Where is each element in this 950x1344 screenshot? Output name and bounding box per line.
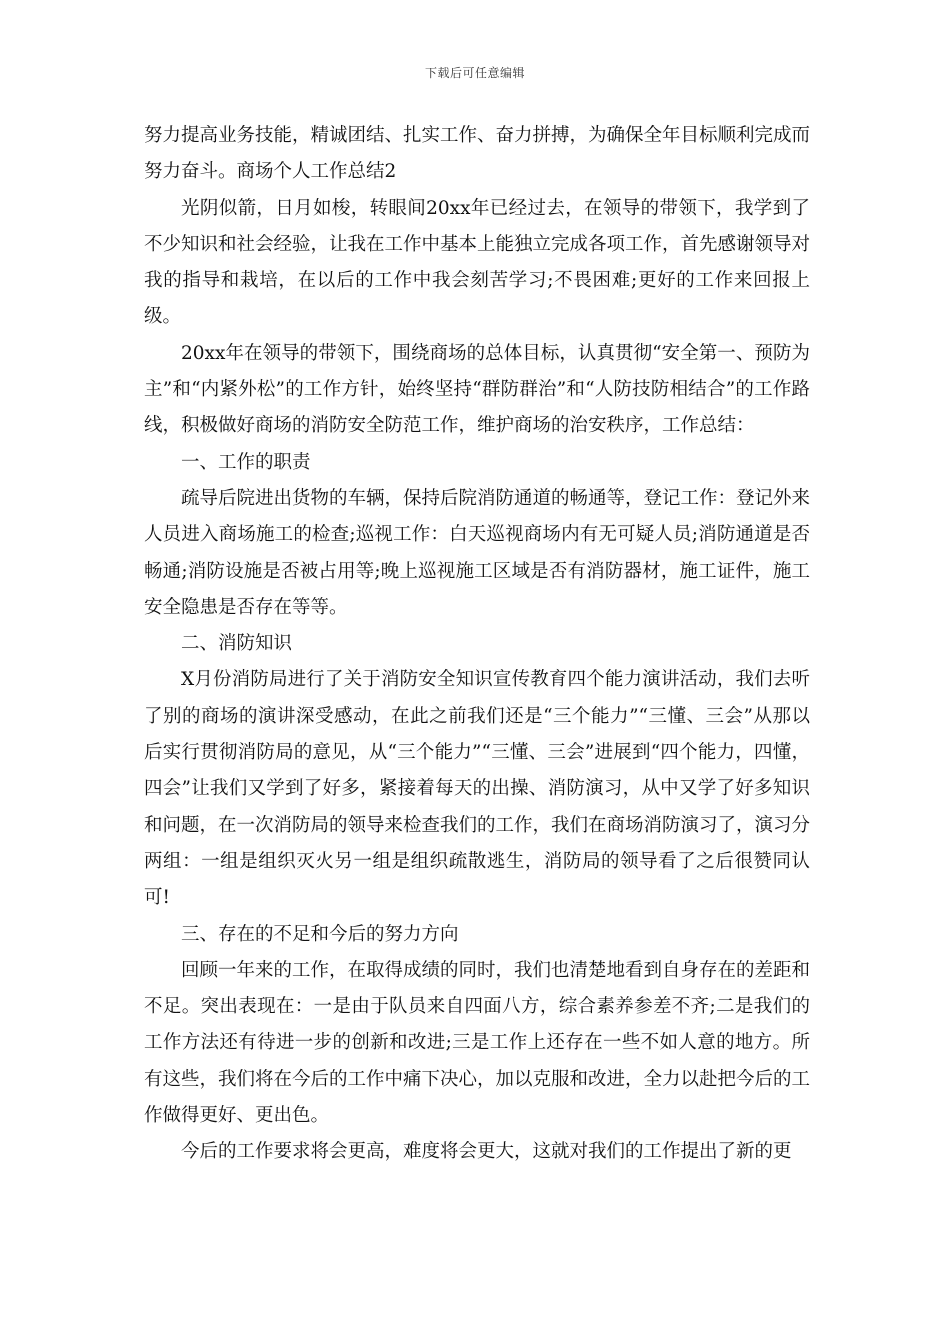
- paragraph-work-policy: 20xx年在领导的带领下，围绕商场的总体目标，认真贯彻“安全第一、预防为主”和“内紧外松”的工作方针，始终坚持“群防群治”和“人防技防相结合”的工作路线，积极做好商场的消防安全防范工作，维护商场的治安秩序，工作总结：: [144, 342, 810, 437]
- page-header: 下载后可任意编辑: [424, 66, 525, 80]
- paragraph-duties: 疏导后院进出货物的车辆，保持后院消防通道的畅通等，登记工作：登记外来人员进入商场施工的检查;巡视工作：白天巡视商场内有无可疑人员;消防通道是否畅通;消防设施是否被占用等;晚上巡视施工区域是否有消防器材，施工证件，施工安全隐患是否存在等等。: [144, 487, 811, 618]
- paragraph-summary-opening: 光阴似箭，日月如梭，转眼间20xx年已经过去，在领导的带领下，我学到了不少知识和社会经验，让我在工作中基本上能独立完成各项工作，首先感谢领导对我的指导和栽培，在以后的工作中我会刻苦学习;不畏困难;更好的工作来回报上级。: [144, 197, 811, 328]
- section-heading-duties: 一、工作的职责: [181, 451, 311, 473]
- paragraph-intro: 努力提高业务技能，精诚团结、扎实工作、奋力拼搏，为确保全年目标顺利完成而努力奋斗。商场个人工作总结2: [144, 125, 811, 183]
- paragraph-shortcomings: 回顾一年来的工作，在取得成绩的同时，我们也清楚地看到自身存在的差距和不足。突出表现在：一是由于队员来自四面八方，综合素养参差不齐;二是我们的工作方法还有待进一步的创新和改进;三是工作上还存在一些不如人意的地方。所有这些，我们将在今后的工作中痛下决心，加以克服和改进，全力以赴把今后的工作做得更好、更出色。: [144, 959, 811, 1127]
- document-body: [144, 118, 810, 1171]
- paragraph-future: 今后的工作要求将会更高，难度将会更大，这就对我们的工作提出了新的更: [181, 1141, 792, 1163]
- paragraph-fire-knowledge: X月份消防局进行了关于消防安全知识宣传教育四个能力演讲活动，我们去听了别的商场的演讲深受感动，在此之前我们还是“三个能力”“三懂、三会”从那以后实行贯彻消防局的意见，从“三个能力”“三懂、三会”进展到“四个能力，四懂，四会”让我们又学到了好多，紧接着每天的出操、消防演习，从中又学了好多知识和问题，在一次消防局的领导来检查我们的工作，我们在商场消防演习了，演习分两组：一组是组织灭火另一组是组织疏散逃生，消防局的领导看了之后很赞同认可!: [144, 669, 811, 909]
- section-heading-shortcomings: 三、存在的不足和今后的努力方向: [181, 923, 459, 945]
- section-heading-fire-knowledge: 二、消防知识: [181, 633, 293, 655]
